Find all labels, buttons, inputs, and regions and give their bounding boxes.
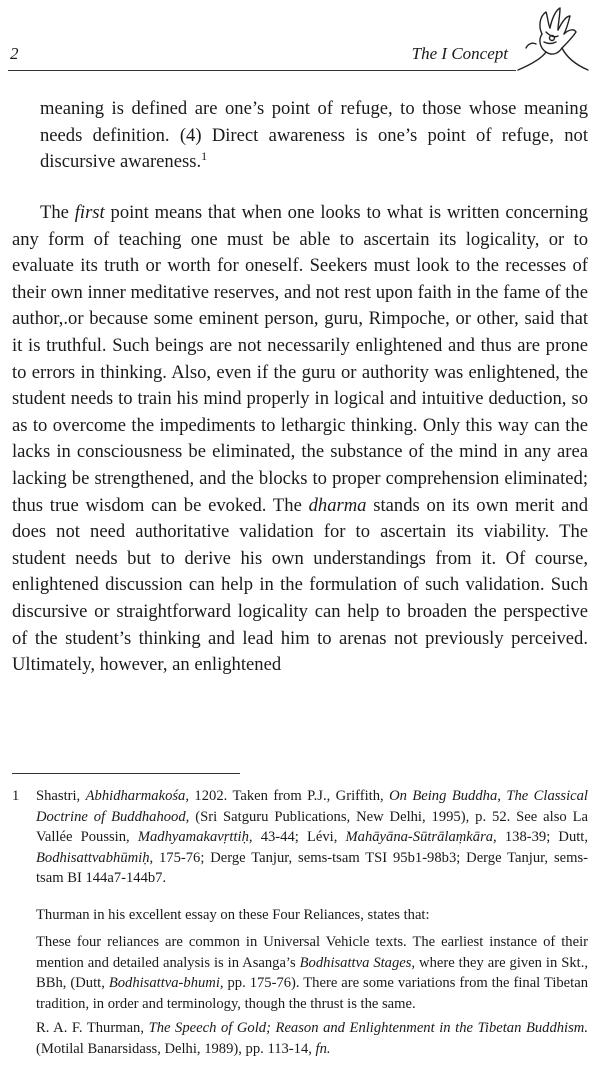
body-emphasis: dharma (308, 494, 367, 516)
body-paragraph (12, 200, 588, 679)
footnote-text: 175-76; Derge Tanjur, sems-tsam TSI 95b1-98b3; Derge Tanjur, sems-tsam BI 144a7-144b7. (36, 849, 588, 886)
body-text: point means that when one looks to what is written concerning any form of teaching one must be able to ascertain its logicality, or to evaluate its truth or worth for oneself. Seekers must look to the recesses of their own inner meditative reserves, and not rest upon faith in the fame of the author,.or because some eminent person, guru, Rimpoche, or other, said that it is truthful. Such beings are not necessarily enlightened and thus are prone to errors in thinking. Also, even if the guru or authority was enlightened, the student needs to train his mind properly in logical and intuitive deduction, so as to overcome the impediments to lethargic thinking. Only this way can the lacks in consciousness be eliminated, the substance of the mind in any area lacking be strengthened, and the blocks to proper comprehension eliminated; thus true wisdom can be evoked. The (12, 202, 588, 516)
footnote-text: Shastri, (36, 788, 86, 804)
footnote-text: (Sri Satguru Publications, New Delhi, 1995), p. 52. See also La Vallée Poussin, (36, 808, 588, 845)
body-text: stands on its own merit and does not need authoritative validation for to ascertain its viability. The student needs but to derive his own understandings from it. Of course, enlightened discussion can help in the formulation of such validation. Such discursive or straightforward logicality can help to broaden the perspective of the student’s thinking and lead him to arenas not previously perceived. Ultimately, however, an enlightened (12, 494, 589, 676)
footnote-emphasis: Bodhisattvabhūmiḥ, (36, 849, 154, 866)
footnote-text: 43-44; Lévi, (252, 829, 346, 845)
footnote-1 (12, 786, 588, 889)
footnote-text: (Motilal Banarsidass, Delhi, 1989), pp. 113-14, (36, 1040, 316, 1057)
footnote-intro: Thurman in his excellent essay on these Four Reliances, states that: (36, 907, 430, 923)
footnote-text: These four reliances are common in Universal Vehicle texts. The earliest instance of their mention and detailed analysis is in Asanga’s (36, 934, 588, 971)
footnote-emphasis: fn. (315, 1040, 331, 1057)
footnote-text: R. A. F. Thurman, (36, 1020, 149, 1036)
footnote-emphasis: Bodhisattva-bhumi, (108, 975, 224, 991)
body-emphasis: first (74, 202, 105, 223)
opening-paragraph-text: meaning is defined are one’s point of refuge, to those whose meaning needs definition. (4) Direct awareness is one’s point of refuge, not discursive awareness. (40, 98, 588, 172)
page-header (0, 0, 600, 90)
footnote-emphasis: Bodhisattva Stages, (299, 954, 416, 971)
page-number: 2 (10, 44, 19, 63)
footnote-quote (36, 932, 588, 1014)
hand-mudra-icon (512, 4, 592, 74)
running-head: The I Concept (411, 44, 508, 63)
footnote-rule (12, 773, 240, 774)
footnote-number: 1 (12, 788, 20, 804)
footnote-emphasis: Madhyamakavṛttiḥ, (137, 829, 253, 845)
body-text: The (40, 202, 75, 223)
footnote-citation (36, 1018, 588, 1059)
footnote-emphasis: Mahāyāna-Sūtrālaṃkāra, (345, 829, 497, 845)
opening-paragraph (40, 96, 588, 176)
footnote-text: 1202. Taken from P.J., Griffith, (189, 788, 390, 804)
footnote-text: pp. 175-76). There are some variations from the final Tibetan tradition, in order and terminology, though the thrust is the same. (36, 975, 588, 1012)
footnote-ref: 1 (201, 148, 208, 163)
footnote-emphasis: Abhidharmakośa, (85, 788, 189, 804)
footnote-text: 138-39; Dutt, (496, 829, 588, 845)
header-rule (8, 70, 516, 71)
footnote-emphasis: On Being Buddha, The Classical Doctrine of Buddhahood, (36, 788, 588, 825)
footnote-emphasis: The Speech of Gold; Reason and Enlightenment in the Tibetan Buddhism. (148, 1020, 588, 1036)
footnote-text: where they are given in Skt., BBh, (Dutt, (36, 954, 588, 991)
